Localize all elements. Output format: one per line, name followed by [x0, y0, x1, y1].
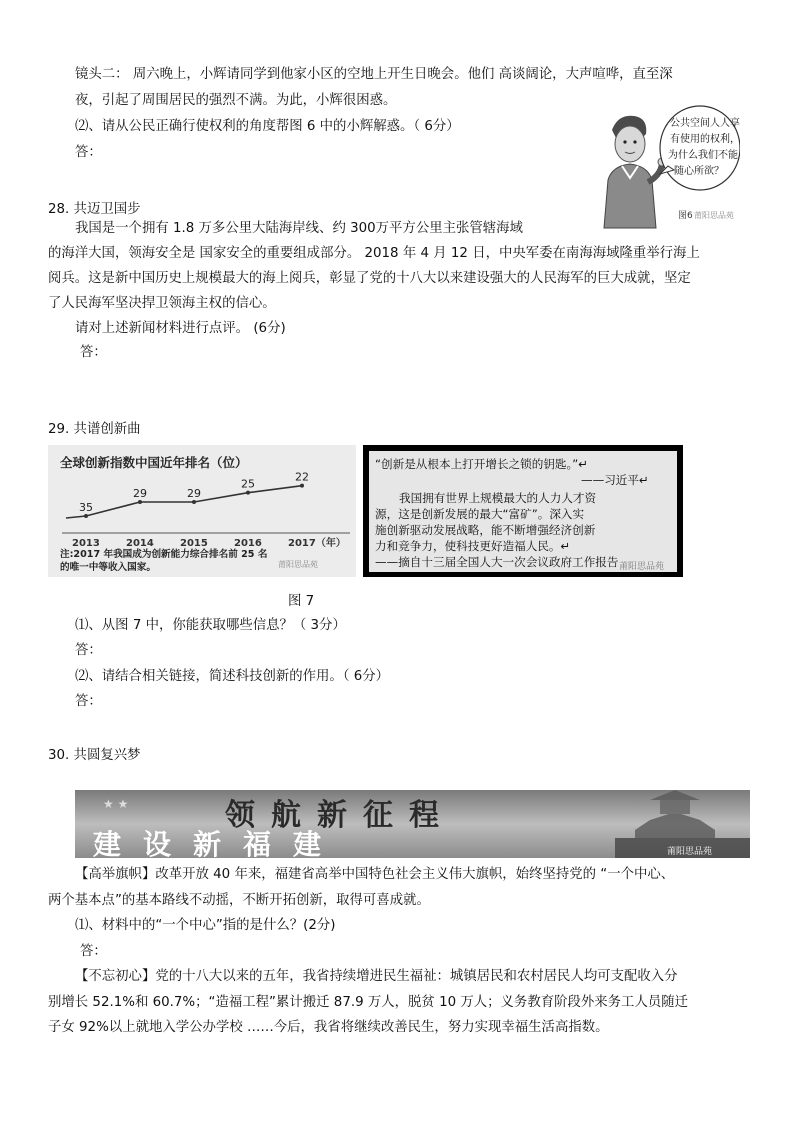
q28-answer: 答： [80, 345, 107, 360]
boy-illustration [604, 116, 666, 228]
quote-line-6: 力和竞争力，使科技更好造福人民。↵ [375, 539, 571, 553]
figure-6-watermark: 莆阳思品苑 [694, 211, 734, 220]
q30-title: 30. 共圆复兴梦 [48, 748, 141, 763]
quote-author: ——习近平↵ [581, 473, 649, 487]
q30-para2-line-2: 别增长 52.1%和 60.7%；“造福工程”累计搬迁 87.9 万人，脱贫 10 万人；义务教育阶段外来务工人员随迁 [48, 995, 689, 1010]
chart-data-label: 35 [79, 501, 93, 514]
chart-data-label: 29 [133, 487, 147, 500]
q28-line-3: 阅兵。这是新中国历史上规模最大的海上阅兵，彰显了党的十八大以来建设强大的人民海军的巨大成就，坚定 [48, 271, 691, 286]
chart-title: 全球创新指数中国近年排名（位） [60, 455, 248, 470]
q27-2-question: ⑵、请从公民正确行使权利的角度帮图 6 中的小辉解惑。（ 6分） [75, 119, 460, 134]
chart-x-tick-label: 2017（年） [288, 538, 346, 549]
chart-series-line [66, 486, 302, 518]
q29-1-answer: 答： [75, 643, 102, 658]
bubble-line-2: 有使用的权利， [670, 134, 740, 145]
chart-watermark: 莆阳思品苑 [278, 560, 318, 569]
q28-title: 28. 共迈卫国步 [48, 202, 141, 217]
bubble-line-4: 随心所欲？ [674, 166, 724, 177]
figure-6-label: 图6 [678, 211, 693, 221]
banner-line-1: 领航新征程 [225, 798, 455, 833]
q29-2-question: ⑵、请结合相关链接，简述科技创新的作用。（ 6分） [75, 669, 390, 684]
chart-data-label: 29 [187, 487, 201, 500]
q29-2-answer: 答： [75, 694, 102, 709]
figure-7-caption: 图 7 [288, 594, 315, 609]
figure-6-cartoon [590, 100, 740, 230]
q29-title: 29. 共谱创新曲 [48, 422, 141, 437]
chart-note-line-2: 的唯一中等收入国家。 [60, 562, 156, 573]
banner-line-2: 建设新福建 [93, 828, 344, 858]
q30-para2-line-1: 【不忘初心】党的十八大以来的五年，我省持续增进民生福祉：城镇居民和农村居民人均可支配收入分 [75, 969, 678, 984]
quote-source: ——摘自十三届全国人大一次会议政府工作报告 [375, 555, 619, 569]
banner-stars-icon: ★ ★ [103, 797, 129, 811]
chart-point [84, 514, 88, 518]
banner-watermark: 莆阳思品苑 [667, 847, 713, 857]
chart-x-tick-label: 2015 [180, 538, 208, 549]
chart-point [192, 500, 196, 504]
bubble-line-3: 为什么我们不能 [668, 150, 738, 161]
scene-two-line-2: 夜，引起了周围居民的强烈不满。为此，小辉很困惑。 [75, 93, 397, 108]
q30-para1-line-2: 两个基本点”的基本路线不动摇，不断开拓创新，取得可喜成就。 [48, 893, 430, 908]
q28-question: 请对上述新闻材料进行点评。 (6分) [75, 321, 286, 336]
quote-line-4: 源，这是创新发展的最大“富矿”。深入实 [375, 507, 585, 521]
chart-note-line-1: 注:2017 年我国成为创新能力综合排名前 25 名 [60, 549, 268, 560]
chart-x-tick-label: 2014 [126, 538, 154, 549]
q30-para1-line-1: 【高举旗帜】改革开放 40 年来，福建省高举中国特色社会主义伟大旗帜，始终坚持党的 “一个中心、 [75, 867, 675, 882]
chart-point [300, 484, 304, 488]
chart-data-label: 22 [295, 470, 309, 484]
q28-line-4: 了人民海军坚决捍卫领海主权的信心。 [48, 296, 276, 311]
chart-data-label: 25 [241, 477, 255, 491]
q29-1-question: ⑴、从图 7 中，你能获取哪些信息？（ 3分） [75, 618, 346, 633]
quote-watermark: 莆阳思品苑 [619, 562, 665, 572]
q28-line-1: 我国是一个拥有 1.8 万多公里大陆海岸线、约 300万平方公里主张管辖海域 [75, 221, 523, 236]
q27-2-answer: 答： [75, 145, 102, 160]
new-journey-banner [75, 790, 750, 858]
chart-x-tick-label: 2016 [234, 538, 262, 549]
quote-line-1: “创新是从根本上打开增长之锁的钥匙。”↵ [375, 457, 589, 471]
q30-1-answer: 答： [80, 944, 107, 959]
bubble-line-1: 公共空间人人享 [670, 118, 740, 129]
scene-two-line-1: 镜头二： 周六晚上，小辉请同学到他家小区的空地上开生日晚会。他们 高谈阔论，大声喧哗，直至深 [75, 67, 673, 82]
related-link-quote-box [363, 445, 683, 577]
innovation-ranking-chart [48, 445, 356, 577]
q30-para2-line-3: 子女 92%以上就地入学公办学校 ……今后，我省将继续改善民生，努力实现幸福生活高指数。 [48, 1020, 609, 1035]
q30-1-question: ⑴、材料中的“一个中心”指的是什么？(2分) [75, 918, 336, 933]
chart-point [246, 491, 250, 495]
q28-line-2: 的海洋大国，领海安全是 国家安全的重要组成部分。 2018 年 4 月 12 日，中央军委在南海海域隆重举行海上 [48, 246, 700, 261]
quote-line-3: 我国拥有世界上规模最大的人力人才资 [399, 491, 597, 505]
quote-line-5: 施创新驱动发展战略，能不断增强经济创新 [375, 523, 596, 537]
chart-x-tick-label: 2013 [72, 538, 100, 549]
chart-point [138, 500, 142, 504]
